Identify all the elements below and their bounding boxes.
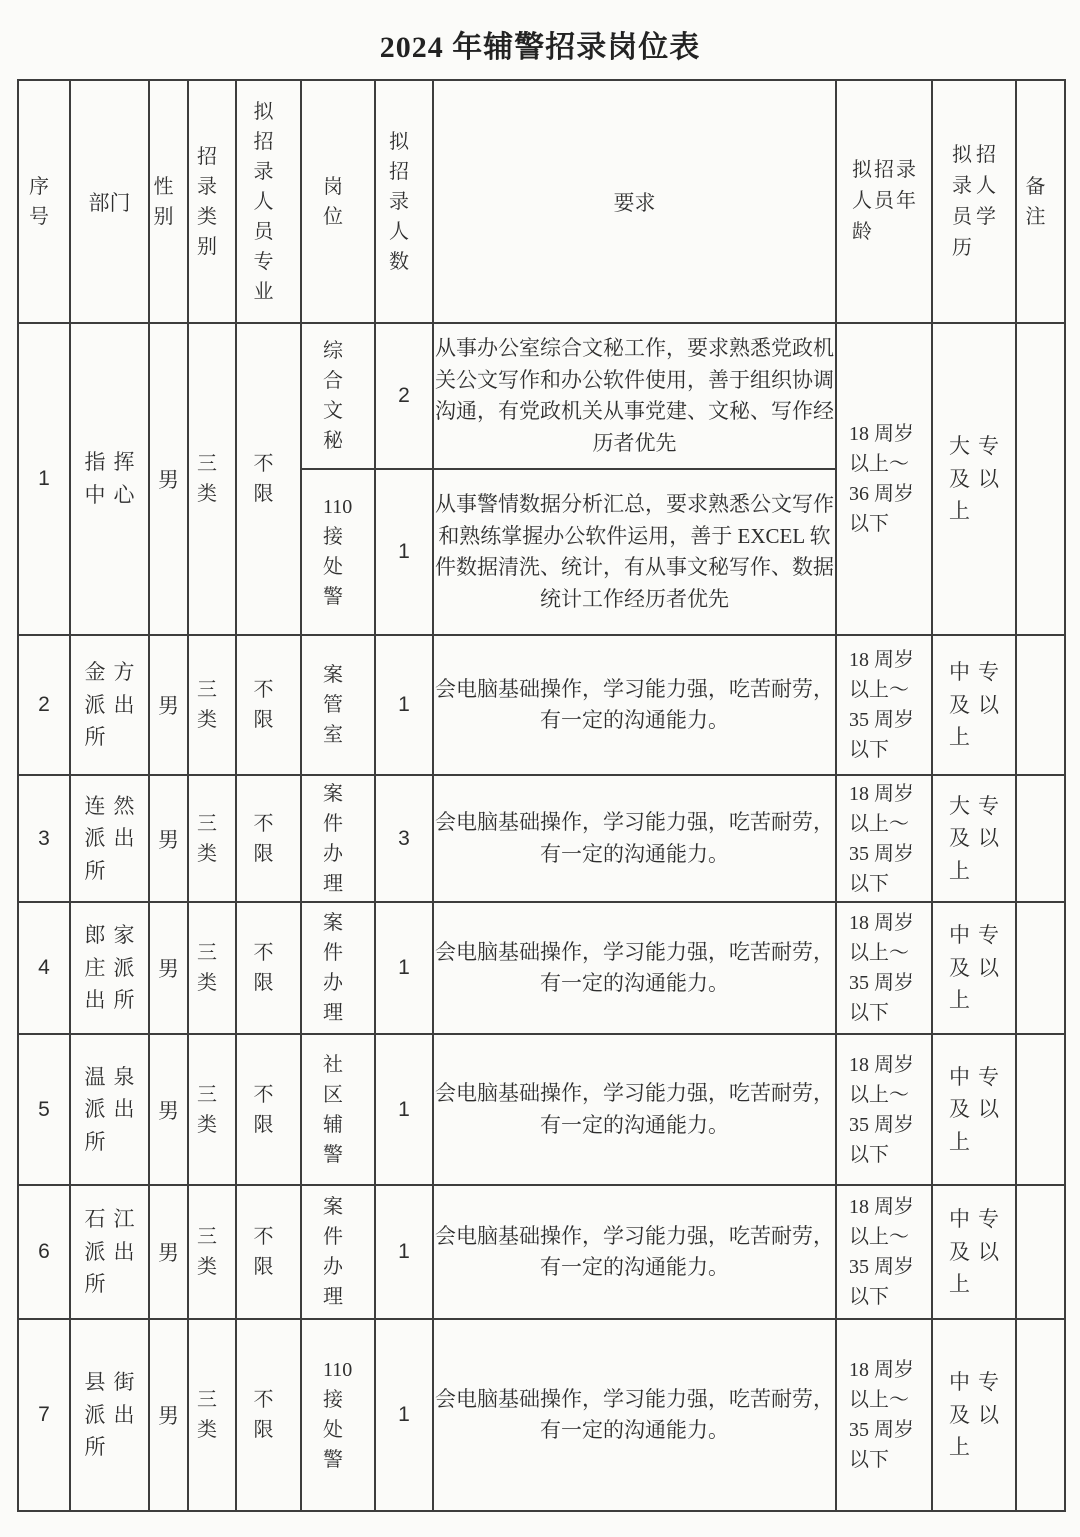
cell-gender: 男: [149, 775, 188, 902]
cell-education: 中专及以上: [932, 635, 1016, 775]
table-row: [18, 323, 1065, 469]
cell-position: 社区辅警: [301, 1034, 375, 1185]
cell-requirements: 会电脑基础操作，学习能力强，吃苦耐劳，有一定的沟通能力。: [433, 635, 836, 775]
cell-no: 2: [18, 635, 70, 775]
header-major: 拟招录人员专业: [236, 80, 301, 323]
cell-requirements: 从事警情数据分析汇总，要求熟悉公文写作和熟练掌握办公软件运用，善于 EXCEL 软件数据清洗、统计，有从事文秘写作、数据统计工作经历者优先: [433, 469, 836, 635]
cell-age: 18 周岁以上～35 周岁以下: [836, 1185, 932, 1319]
cell-education: 中专及以上: [932, 1319, 1016, 1511]
cell-age: 18 周岁以上～35 周岁以下: [836, 635, 932, 775]
cell-no: 1: [18, 323, 70, 635]
cell-major: 不限: [236, 1319, 301, 1511]
cell-remark: [1016, 775, 1065, 902]
cell-category: 三类: [188, 1319, 236, 1511]
table-row: [18, 902, 1065, 1034]
cell-age: 18 周岁以上～36 周岁以下: [836, 323, 932, 635]
cell-education: 中专及以上: [932, 1185, 1016, 1319]
cell-requirements: 会电脑基础操作，学习能力强，吃苦耐劳，有一定的沟通能力。: [433, 775, 836, 902]
table-row: [18, 1319, 1065, 1511]
cell-category: 三类: [188, 902, 236, 1034]
cell-major: 不限: [236, 323, 301, 635]
header-category: 招录类别: [188, 80, 236, 323]
header-requirements: 要求: [433, 80, 836, 323]
cell-gender: 男: [149, 323, 188, 635]
header-count: 拟招录人数: [375, 80, 433, 323]
cell-age: 18 周岁以上～35 周岁以下: [836, 775, 932, 902]
cell-position: 110接处警: [301, 469, 375, 635]
cell-no: 6: [18, 1185, 70, 1319]
cell-category: 三类: [188, 323, 236, 635]
cell-gender: 男: [149, 635, 188, 775]
cell-no: 5: [18, 1034, 70, 1185]
cell-department: 金方派出所: [70, 635, 149, 775]
cell-category: 三类: [188, 775, 236, 902]
cell-gender: 男: [149, 1185, 188, 1319]
cell-department: 石江派出所: [70, 1185, 149, 1319]
cell-requirements: 会电脑基础操作，学习能力强，吃苦耐劳，有一定的沟通能力。: [433, 1319, 836, 1511]
cell-major: 不限: [236, 1185, 301, 1319]
cell-requirements: 会电脑基础操作，学习能力强，吃苦耐劳，有一定的沟通能力。: [433, 1185, 836, 1319]
header-no: 序号: [18, 80, 70, 323]
cell-major: 不限: [236, 635, 301, 775]
cell-requirements: 从事办公室综合文秘工作，要求熟悉党政机关公文写作和办公软件使用，善于组织协调沟通，有党政机关从事党建、文秘、写作经历者优先: [433, 323, 836, 469]
cell-count: 2: [375, 323, 433, 469]
cell-department: 郎家庄派出所: [70, 902, 149, 1034]
cell-department: 指挥中心: [70, 323, 149, 635]
cell-education: 中专及以上: [932, 902, 1016, 1034]
cell-position: 110接处警: [301, 1319, 375, 1511]
cell-education: 大专及以上: [932, 323, 1016, 635]
cell-department: 连然派出所: [70, 775, 149, 902]
cell-major: 不限: [236, 1034, 301, 1185]
cell-age: 18 周岁以上～35 周岁以下: [836, 1034, 932, 1185]
header-education: 拟招录人员学历: [932, 80, 1016, 323]
header-age: 拟招录人员年龄: [836, 80, 932, 323]
table-row: [18, 775, 1065, 902]
cell-gender: 男: [149, 902, 188, 1034]
cell-count: 1: [375, 635, 433, 775]
cell-no: 7: [18, 1319, 70, 1511]
table-row: [18, 635, 1065, 775]
cell-position: 案管室: [301, 635, 375, 775]
cell-age: 18 周岁以上～35 周岁以下: [836, 1319, 932, 1511]
cell-remark: [1016, 635, 1065, 775]
recruitment-table: [17, 79, 1066, 1512]
table-row: [18, 1034, 1065, 1185]
cell-education: 中专及以上: [932, 1034, 1016, 1185]
header-position: 岗位: [301, 80, 375, 323]
cell-major: 不限: [236, 775, 301, 902]
header-remark: 备注: [1016, 80, 1065, 323]
cell-count: 1: [375, 1319, 433, 1511]
page-title: 2024 年辅警招录岗位表: [379, 31, 701, 64]
cell-count: 3: [375, 775, 433, 902]
cell-gender: 男: [149, 1034, 188, 1185]
cell-position: 综合文秘: [301, 323, 375, 469]
cell-education: 大专及以上: [932, 775, 1016, 902]
cell-remark: [1016, 1034, 1065, 1185]
cell-position: 案件办理: [301, 902, 375, 1034]
cell-gender: 男: [149, 1319, 188, 1511]
cell-requirements: 会电脑基础操作，学习能力强，吃苦耐劳，有一定的沟通能力。: [433, 1034, 836, 1185]
cell-remark: [1016, 323, 1065, 635]
cell-count: 1: [375, 1185, 433, 1319]
header-gender: 性别: [149, 80, 188, 323]
table-row: [18, 1185, 1065, 1319]
cell-remark: [1016, 902, 1065, 1034]
cell-category: 三类: [188, 1034, 236, 1185]
cell-count: 1: [375, 469, 433, 635]
cell-category: 三类: [188, 1185, 236, 1319]
cell-position: 案件办理: [301, 1185, 375, 1319]
cell-no: 4: [18, 902, 70, 1034]
cell-department: 县街派出所: [70, 1319, 149, 1511]
header-department: 部门: [70, 80, 149, 323]
cell-remark: [1016, 1319, 1065, 1511]
cell-department: 温泉派出所: [70, 1034, 149, 1185]
cell-requirements: 会电脑基础操作，学习能力强，吃苦耐劳，有一定的沟通能力。: [433, 902, 836, 1034]
header-row: [18, 80, 1065, 323]
cell-age: 18 周岁以上～35 周岁以下: [836, 902, 932, 1034]
cell-count: 1: [375, 1034, 433, 1185]
cell-major: 不限: [236, 902, 301, 1034]
cell-remark: [1016, 1185, 1065, 1319]
cell-no: 3: [18, 775, 70, 902]
cell-category: 三类: [188, 635, 236, 775]
cell-count: 1: [375, 902, 433, 1034]
cell-position: 案件办理: [301, 775, 375, 902]
